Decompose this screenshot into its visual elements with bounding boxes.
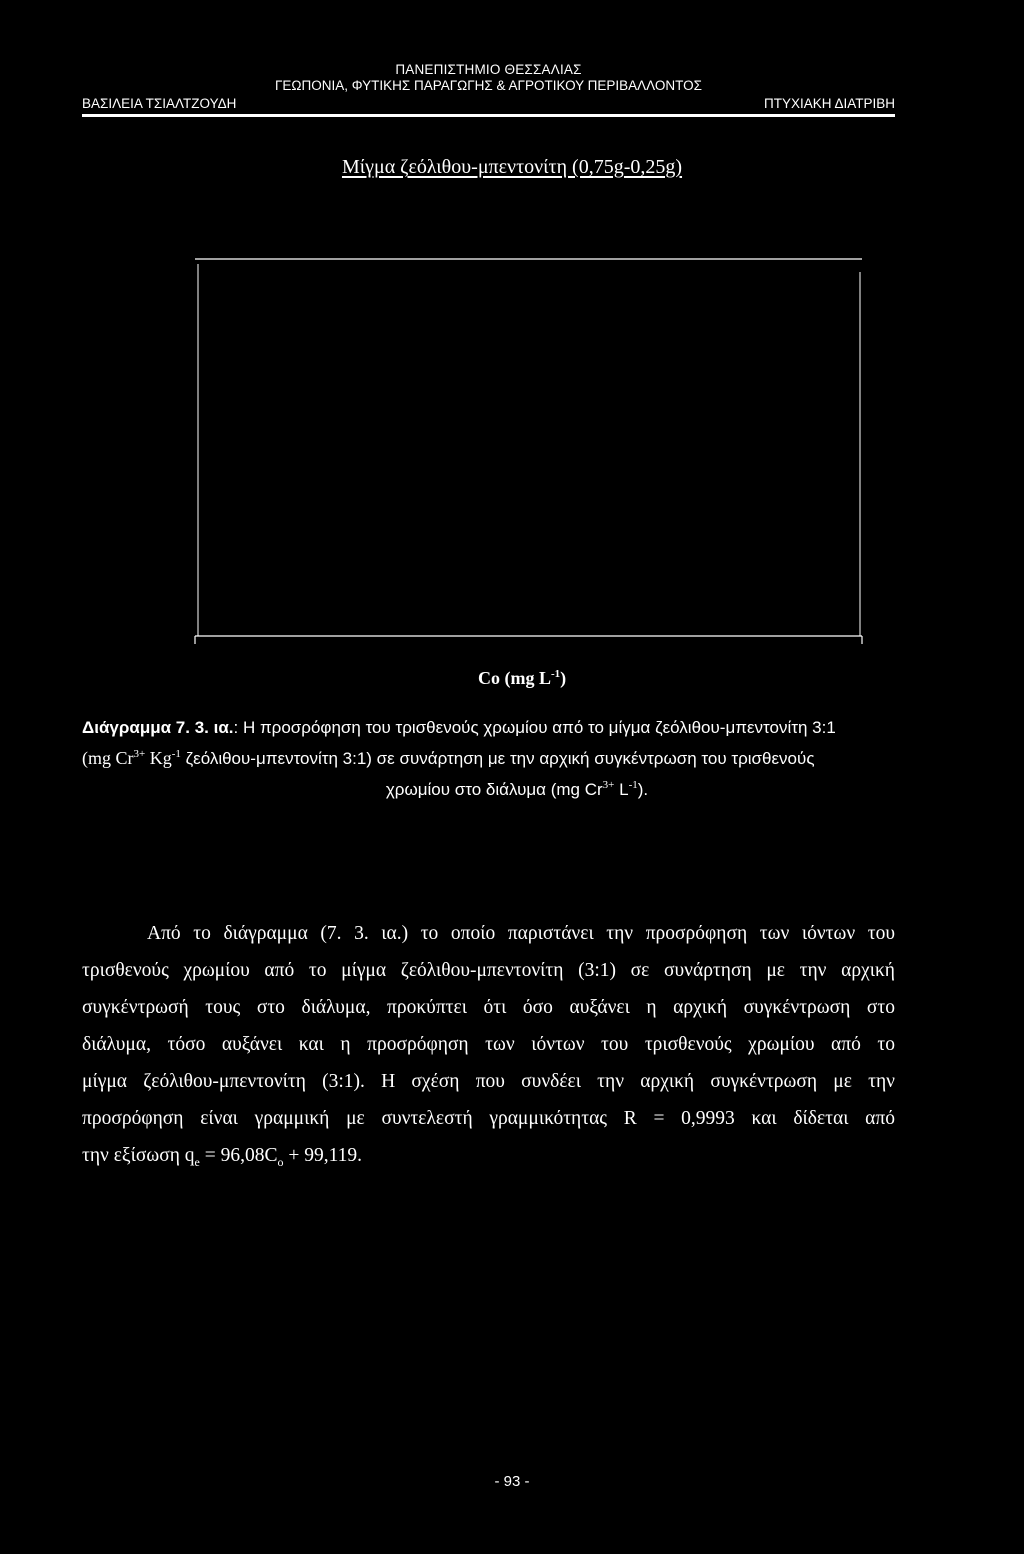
body-line: προσρόφηση είναι γραμμική με συντελεστή γραμμικότητας R = 0,9993 και δίδεται από [82, 1108, 895, 1129]
author-name: ΒΑΣΙΛΕΙΑ ΤΣΙΑΛΤΖΟΥΔΗ [82, 96, 237, 111]
figure-caption [82, 712, 952, 805]
body-line: Από το διάγραμμα (7. 3. ια.) το οποίο παριστάνει την προσρόφηση των ιόντων του [147, 923, 895, 944]
page-header [82, 62, 895, 114]
body-line: συγκέντρωσή τους στο διάλυμα, προκύπτει ότι όσο αυξάνει η αρχική συγκέντρωση στο [82, 997, 895, 1018]
body-line: μίγμα ζεόλιθου-μπεντονίτη (3:1). Η σχέση που συνδέει την αρχική συγκέντρωση με την [82, 1071, 895, 1092]
caption-line-2: (mg $Cr^{3+}$ $Kg^{-1}$ ζεόλιθου-μπεντονίτη 3:1) σε συνάρτηση με την αρχική συγκέντρωση του τρισθενούς [82, 748, 815, 768]
caption-line-3: χρωμίου στο διάλυμα (mg $Cr^{3+}$ $L^{-1}$). [385, 779, 649, 799]
x-axis-label: Co (mg $L^{-1}$) [478, 668, 567, 688]
chart-svg [180, 250, 870, 660]
university-name: ΠΑΝΕΠΙΣΤΗΜΙΟ ΘΕΣΣΑΛΙΑΣ [395, 62, 582, 77]
body-line: τρισθενούς χρωμίου από το μίγμα ζεόλιθου-μπεντονίτη (3:1) σε συνάρτηση με την αρχική [82, 960, 895, 981]
header-divider [82, 114, 895, 117]
document-type: ΠΤΥΧΙΑΚΗ ΔΙΑΤΡΙΒΗ [763, 96, 895, 111]
caption-line-1: Διάγραμμα 7. 3. ια.: Η προσρόφηση του τρισθενούς χρωμίου από το μίγμα ζεόλιθου-μπεντονίτη 3:1 [82, 718, 836, 737]
header-row-2 [82, 96, 895, 114]
body-paragraph [82, 915, 895, 1174]
department-name: ΓΕΩΠΟΝΙΑ, ΦΥΤΙΚΗΣ ΠΑΡΑΓΩΓΗΣ & ΑΓΡΟΤΙΚΟΥ ΠΕΡΙΒΑΛΛΟΝΤΟΣ [274, 78, 703, 93]
body-line: διάλυμα, τόσο αυξάνει και η προσρόφηση των ιόντων του τρισθενούς χρωμίου από το [82, 1034, 895, 1055]
header-row [82, 78, 895, 96]
page-number: - 93 - [494, 1473, 530, 1490]
chart-title: Μίγμα ζεόλιθου-μπεντονίτη (0,75g-0,25g) [341, 156, 683, 178]
chart-area [180, 250, 870, 660]
caption-label: Διάγραμμα 7. 3. ια. [82, 718, 234, 737]
body-line-equation: την εξίσωση $q_e = 96,08C_o + 99,119$. [82, 1145, 363, 1169]
